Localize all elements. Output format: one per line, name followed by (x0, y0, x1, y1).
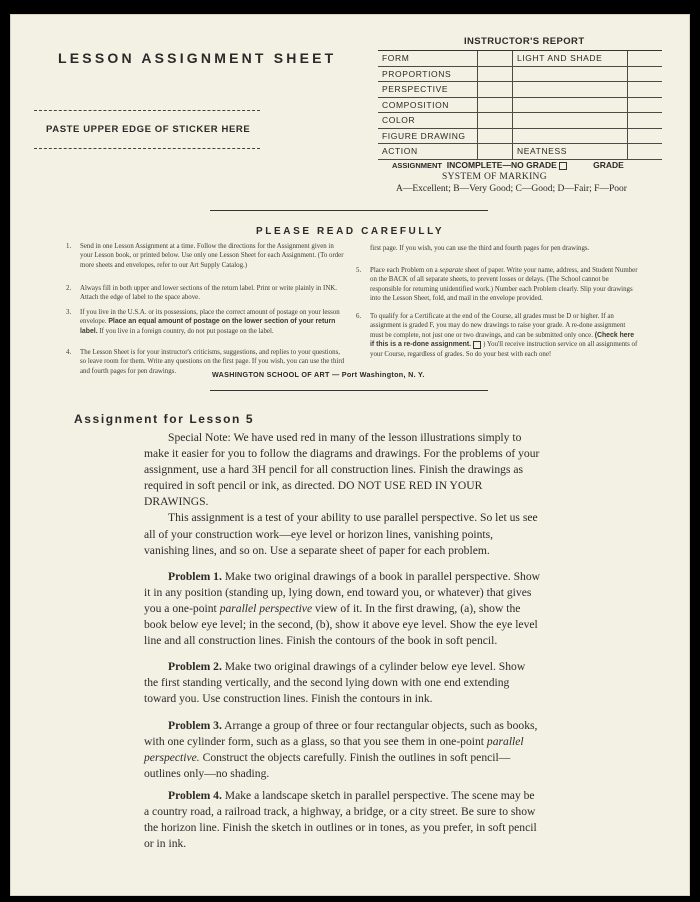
report-criterion-left: FIGURE DRAWING (378, 128, 478, 144)
report-mark-cell (628, 128, 663, 144)
instruction-continued: first page. If you wish, you can use the third and fourth pages for pen drawings. (370, 245, 590, 252)
sticker-guide-top (34, 110, 260, 111)
incomplete-checkbox (559, 162, 567, 170)
divider-bottom (210, 390, 488, 391)
school-address: WASHINGTON SCHOOL OF ART — Port Washington, N. Y. (212, 370, 425, 379)
incomplete-label: INCOMPLETE—NO GRADE (446, 160, 557, 170)
instruction-item-1: 1. Send in one Lesson Assignment at a time. Follow the directions for the Assignment given in your Lesson book, or printed below. Use only one Lesson Sheet for each Assignment. (To order more sheets and envelopes, refer to our Art Supply Catalog.) (66, 243, 344, 269)
report-row (378, 82, 662, 98)
marking-scale: A—Excellent; B—Very Good; C—Good; D—Fair; F—Poor (396, 184, 627, 194)
report-mark-cell (478, 113, 513, 129)
instruction-item-6: 6. To qualify for a Certificate at the end of the Course, all grades must be D or higher. If an assignment is graded F, you may do new drawings to raise your grade. A re-done assignment must be complete, not just one or two drawings, and can be submitted only once. (Check here if this is a re-done assignment. ) You'll receive instruction service on all assignments of your Course, regardless of grades. So do your best with each one! (356, 313, 638, 358)
report-criterion-left: FORM (378, 51, 478, 67)
report-row (378, 51, 662, 67)
instruction-item-4: 4. The Lesson Sheet is for your instructor's criticisms, suggestions, and replies to your questions, so leave room for them. Write any questions on the first page. If you wish, you can use the third and fourth pages for pen drawings. (66, 349, 345, 375)
report-mark-cell (478, 66, 513, 82)
report-criterion-right (513, 128, 628, 144)
report-criterion-right (513, 82, 628, 98)
report-row (378, 128, 662, 144)
report-mark-cell (478, 144, 513, 160)
report-mark-cell (478, 97, 513, 113)
assignment-grade-line (392, 160, 624, 170)
assignment-heading: Assignment for Lesson 5 (74, 412, 255, 426)
report-criterion-left: ACTION (378, 144, 478, 160)
report-mark-cell (478, 51, 513, 67)
page-title: LESSON ASSIGNMENT SHEET (58, 50, 337, 66)
instruction-item-2: 2. Always fill in both upper and lower sections of the return label. Print or write plainly in INK. Attach the edge of label to the space above. (66, 285, 338, 302)
grade-label: GRADE (593, 160, 624, 170)
report-row (378, 97, 662, 113)
assignment-body (144, 430, 540, 852)
report-mark-cell (628, 113, 663, 129)
report-criterion-left: COMPOSITION (378, 97, 478, 113)
report-mark-cell (478, 82, 513, 98)
report-mark-cell (628, 82, 663, 98)
report-mark-cell (628, 97, 663, 113)
problem-3: Problem 3. Arrange a group of three or four rectangular objects, such as books, with one cylinder form, such as a glass, so that you see them in one-point parallel perspective. Construct the objects carefully. Finish the outlines in soft pencil—outlines only—no shading. (144, 718, 538, 780)
problem-1: Problem 1. Make two original drawings of a book in parallel perspective. Show it in any position (standing up, lying down, end toward you, or whatever) that gives you a one-point parallel perspective view of it. In the first drawing, (a), show the book below eye level; in the second, (b), show it above eye level. Show the eye level line and all construction lines. Finish the contours of the book in soft pencil. (144, 569, 541, 648)
instructors-report-table (378, 50, 662, 160)
report-criterion-right (513, 113, 628, 129)
paste-sticker-label: PASTE UPPER EDGE OF STICKER HERE (46, 124, 251, 135)
report-criterion-right: LIGHT AND SHADE (513, 51, 628, 67)
problem-4: Problem 4. Make a landscape sketch in parallel perspective. The scene may be a country road, a railroad track, a highway, a bridge, or a city street. Be sure to show the horizon line. Finish the sketch in outlines or in tones, as you prefer, in soft pencil or in ink. (144, 788, 537, 851)
report-criterion-right: NEATNESS (513, 144, 628, 160)
instruction-item-3: 3. If you live in the U.S.A. or its possessions, place the correct amount of postage on your lesson envelope. Place an equal amount of postage on the lower section of your return label. If you live in a foreign country, do not put postage on the label. (66, 309, 340, 335)
divider-top (210, 210, 488, 211)
assignment-intro: This assignment is a test of your ability to use parallel perspective. So let us see all of your construction work—eye level or horizon lines, vanishing points, vanishing lines, and so on. Use a separate sheet of paper for each problem. (144, 511, 538, 557)
report-row (378, 113, 662, 129)
report-mark-cell (478, 128, 513, 144)
report-mark-cell (628, 144, 663, 160)
report-criterion-right (513, 66, 628, 82)
lesson-sheet (10, 14, 690, 896)
redone-checkbox (473, 341, 481, 349)
report-criterion-left: COLOR (378, 113, 478, 129)
report-mark-cell (628, 51, 663, 67)
please-read-title: PLEASE READ CAREFULLY (256, 226, 445, 237)
report-criterion-left: PROPORTIONS (378, 66, 478, 82)
report-criterion-right (513, 97, 628, 113)
report-criterion-left: PERSPECTIVE (378, 82, 478, 98)
problem-2: Problem 2. Make two original drawings of a cylinder below eye level. Show the first standing vertically, and the second lying down with one end extending toward you. Use construction lines. Finish the contours in ink. (144, 660, 526, 706)
report-mark-cell (628, 66, 663, 82)
special-note: Special Note: We have used red in many of the lesson illustrations simply to make it easier for you to follow the diagrams and drawings. For the problems of your assignment, use a hard 3H pencil for all construction lines. Finish the drawings as required in soft pencil or ink, as directed. DO NOT USE RED IN YOUR DRAWINGS. (144, 431, 540, 509)
report-row (378, 144, 662, 160)
system-of-marking-title: SYSTEM OF MARKING (442, 172, 547, 182)
report-row (378, 66, 662, 82)
instructors-report-title: INSTRUCTOR'S REPORT (464, 36, 585, 47)
instruction-item-5: 5. Place each Problem on a separate sheet of paper. Write your name, address, and Student Number on the BACK of all separate sheets, to prevent losses or delays. (The School cannot be responsible for returning unidentified work.) Number each Problem clearly. Slip your drawings into the Lesson Sheet, fold, and mail in the envelope provided. (356, 267, 638, 303)
assignment-label: ASSIGNMENT (392, 161, 443, 170)
sticker-guide-bottom (34, 148, 260, 149)
